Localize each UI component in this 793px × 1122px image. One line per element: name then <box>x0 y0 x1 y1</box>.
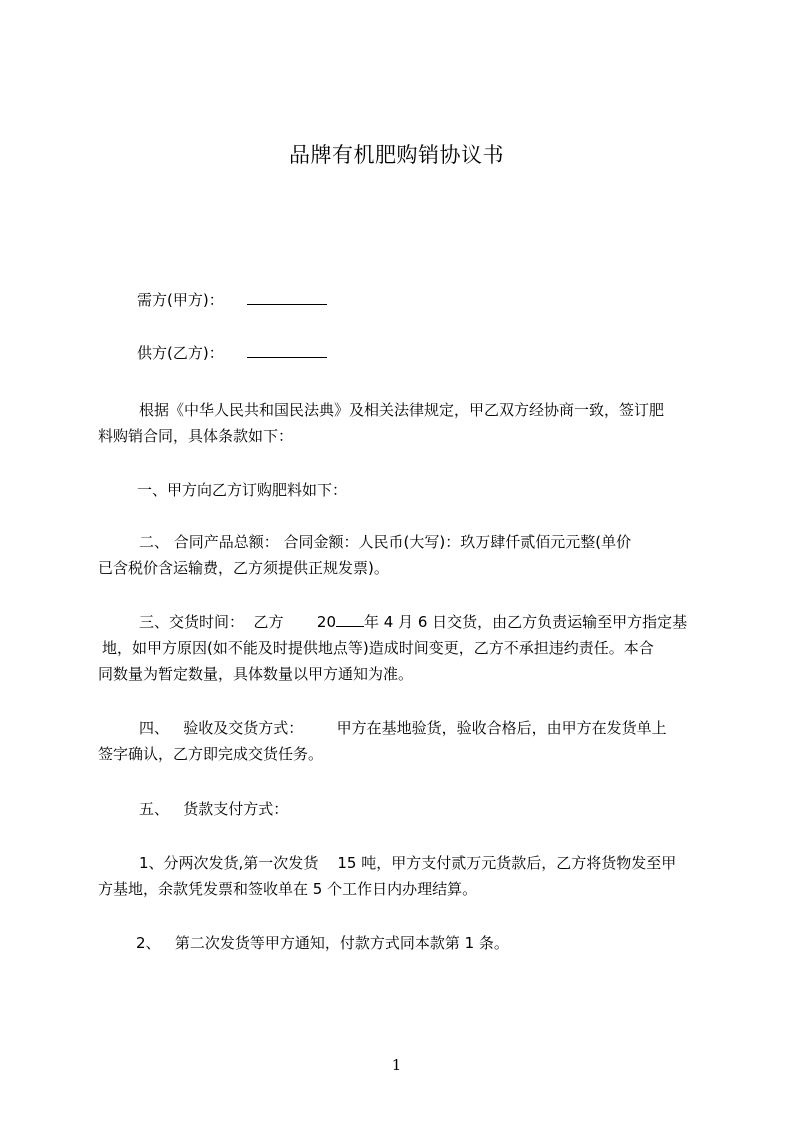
seller-label: 供方(乙方)： <box>137 344 224 362</box>
section-3-line-2: 地，如甲方原因(如不能及时提供地点等)造成时间变更，乙方不承担违约责任。本合 <box>102 639 654 657</box>
payment-2-line: 2、 第二次发货等甲方通知，付款方式同本款第 1 条。 <box>136 934 509 952</box>
payment-1-line-2: 方基地，余款凭发票和签收单在 5 个工作日内办理结算。 <box>98 880 478 898</box>
section-3-line-1 <box>139 612 687 632</box>
payment-1-line-1: 1、分两次发货,第一次发货 15 吨，甲方支付贰万元货款后，乙方将货物发至甲 <box>139 854 677 872</box>
buyer-blank <box>247 290 327 305</box>
buyer-label: 需方(甲方)： <box>137 291 224 309</box>
seller-party-line <box>137 343 327 363</box>
section-3-prefix: 三、交货时间： 乙方 20 <box>139 613 337 631</box>
buyer-party-line <box>137 290 327 310</box>
section-2-line-2: 已含税价含运输费，乙方须提供正规发票)。 <box>98 559 389 577</box>
section-5-heading: 五、 货款支付方式： <box>139 800 289 818</box>
section-3-suffix: 年 4 月 6 日交货，由乙方负责运输至甲方指定基 <box>364 613 688 631</box>
section-1-heading: 一、甲方向乙方订购肥料如下： <box>137 481 348 499</box>
intro-line-2: 料购销合同，具体条款如下： <box>98 427 294 445</box>
section-3-line-3: 同数量为暂定数量，具体数量以甲方通知为准。 <box>98 665 414 683</box>
page-number: 1 <box>391 1056 402 1074</box>
year-blank <box>336 612 364 627</box>
section-4-line-1: 四、 验收及交货方式： 甲方在基地验货，验收合格后，由甲方在发货单上 <box>139 719 667 737</box>
section-4-line-2: 签字确认，乙方即完成交货任务。 <box>98 745 324 763</box>
intro-line-1: 根据《中华人民共和国民法典》及相关法律规定，甲乙双方经协商一致，签订肥 <box>139 401 665 419</box>
document-title: 品牌有机肥购销协议书 <box>289 143 504 167</box>
seller-blank <box>247 343 327 358</box>
section-2-line-1: 二、 合同产品总额： 合同金额：人民币(大写)：玖万肆仟贰佰元元整(单价 <box>139 533 632 551</box>
